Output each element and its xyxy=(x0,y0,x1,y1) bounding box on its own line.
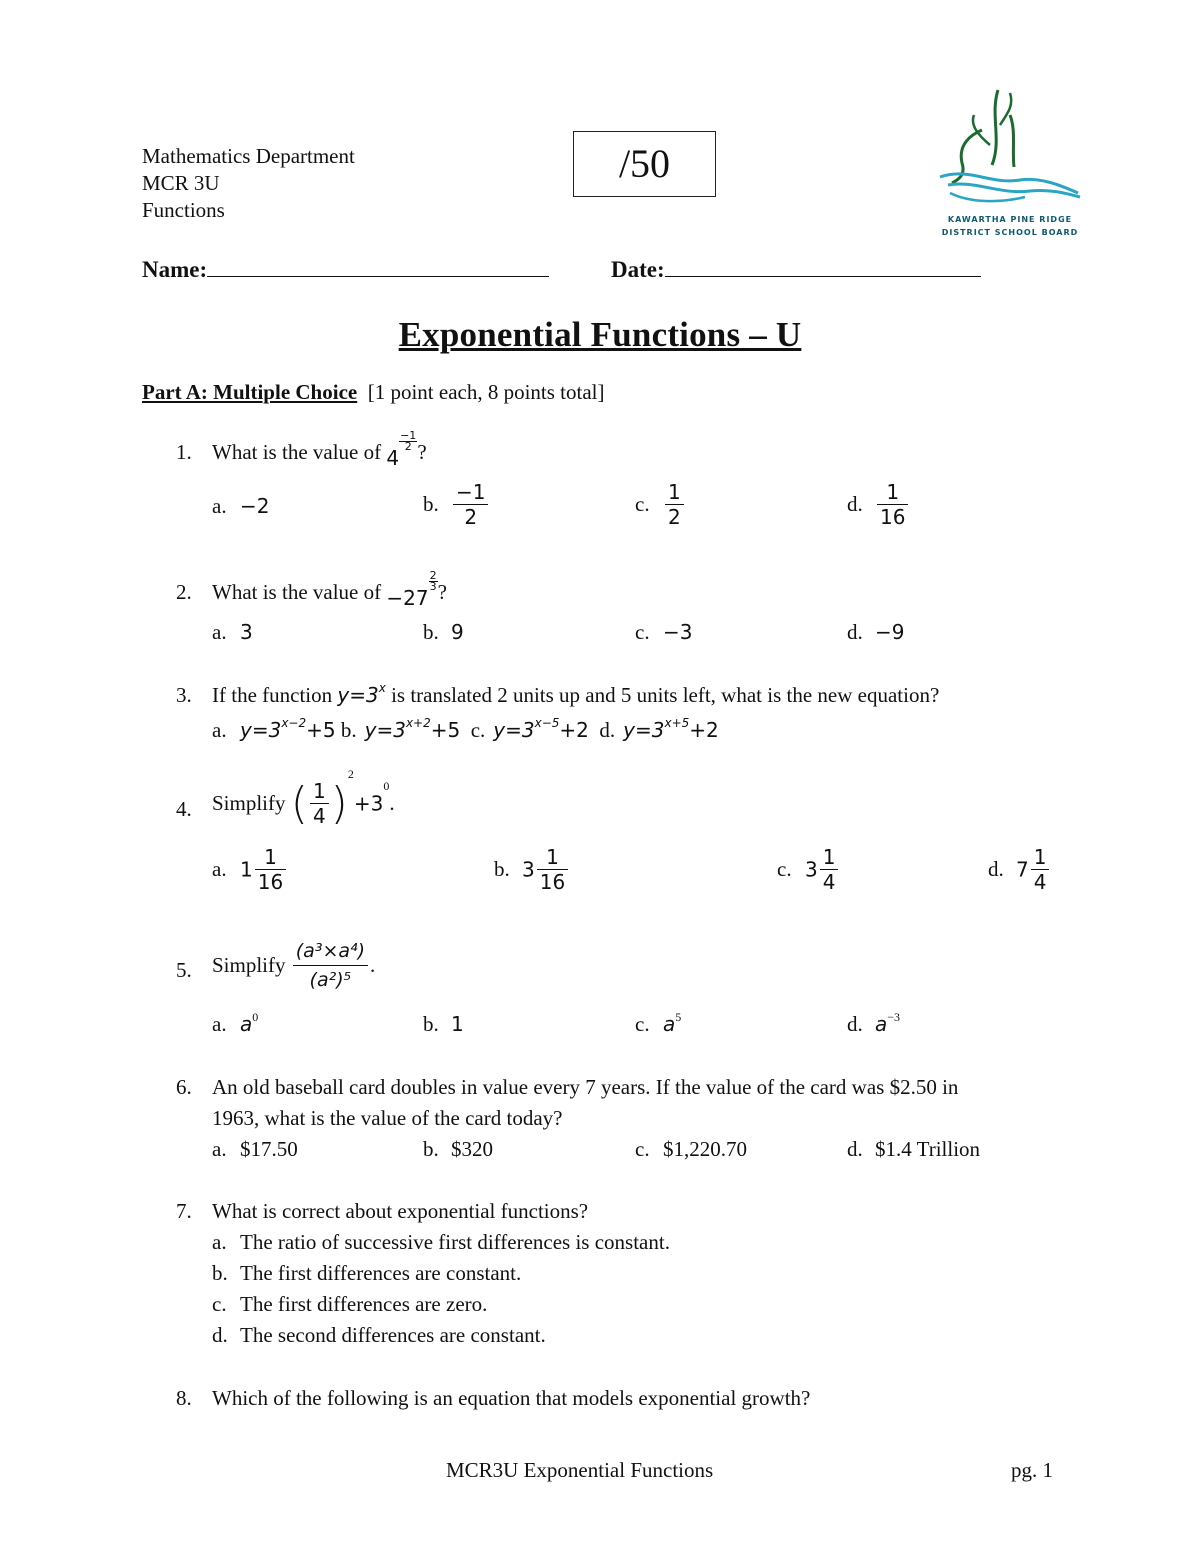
q2-option-d[interactable]: d. −9 xyxy=(847,620,905,644)
q6-option-b[interactable]: b. $320 xyxy=(423,1137,493,1161)
date-field[interactable] xyxy=(611,254,981,283)
q2-text: What is the value of −27 $\frac{2}{3}$ ? xyxy=(212,569,447,610)
q7-option-b[interactable]: b. The first differences are constant. xyxy=(212,1261,522,1285)
q6-text-line2: 1963, what is the value of the card today? xyxy=(212,1106,563,1130)
q5-option-a[interactable]: a. $a^0$ xyxy=(212,1010,259,1036)
q6-option-d[interactable]: d. $1.4 Trillion xyxy=(847,1137,981,1161)
q5-text: Simplify $\frac{\text{(a³×a⁴)}}{\text{(a²)⁵}}$ . xyxy=(212,937,375,994)
q1-option-b[interactable]: b. $\frac{-1}{2}$ xyxy=(423,480,490,529)
q6-option-c[interactable]: c. $1,220.70 xyxy=(635,1137,747,1161)
q2-option-b[interactable]: b. 9 xyxy=(423,620,464,644)
q5-number: 5. xyxy=(176,958,192,982)
page-number: pg. 1 xyxy=(1011,1458,1053,1482)
footer-title: MCR3U Exponential Functions xyxy=(446,1458,714,1482)
q1-number: 1. xyxy=(176,440,192,464)
course-code: MCR 3U xyxy=(142,171,220,195)
score-box xyxy=(573,131,716,197)
q1-option-a[interactable]: a. −2 xyxy=(212,494,270,518)
q6-option-a[interactable]: a. $17.50 xyxy=(212,1137,298,1161)
q1-option-d[interactable]: d. $\frac{1}{16}$ xyxy=(847,480,910,529)
q6-number: 6. xyxy=(176,1075,192,1099)
date-label: Date: xyxy=(611,257,665,282)
q1-text: What is the value of 4 $\frac{-1}{2}$ ? xyxy=(212,429,427,470)
q7-option-c[interactable]: c. The first differences are zero. xyxy=(212,1292,488,1316)
q4-option-b[interactable]: b. 3 $\frac{1}{16}$ xyxy=(494,845,570,894)
q7-option-d[interactable]: d. The second differences are constant. xyxy=(212,1323,546,1347)
department-label: Mathematics Department xyxy=(142,144,355,168)
q4-option-d[interactable]: d. 7 $\frac{1}{4}$ xyxy=(988,845,1051,894)
part-a-label: Part A: Multiple Choice xyxy=(142,380,358,404)
name-line[interactable] xyxy=(207,254,549,277)
q7-text: What is correct about exponential functions? xyxy=(212,1199,589,1223)
q3-options-row xyxy=(212,718,719,743)
logo-text-2: DISTRICT SCHOOL BOARD xyxy=(941,228,1079,235)
school-board-logo xyxy=(930,85,1090,235)
name-field[interactable] xyxy=(142,254,549,283)
q5-option-d[interactable]: d. $a^{-3}$ xyxy=(847,1010,901,1036)
q5-option-c[interactable]: c. $a^5$ xyxy=(635,1010,682,1036)
q3-option-c[interactable]: c. $y=3^{x-5}+2$ xyxy=(470,716,589,742)
part-a-heading xyxy=(142,380,605,405)
q2-option-a[interactable]: a. 3 xyxy=(212,620,253,644)
q8-text: Which of the following is an equation that models exponential growth? xyxy=(212,1386,811,1410)
q5-option-b[interactable]: b. 1 xyxy=(423,1012,464,1036)
q7-number: 7. xyxy=(176,1199,192,1223)
q2-option-c[interactable]: c. −3 xyxy=(635,620,693,644)
q8-number: 8. xyxy=(176,1386,192,1410)
q4-option-c[interactable]: c. 3 $\frac{1}{4}$ xyxy=(777,845,840,894)
name-label: Name: xyxy=(142,257,208,282)
q2-number: 2. xyxy=(176,580,192,604)
date-line[interactable] xyxy=(665,254,981,277)
q3-number: 3. xyxy=(176,683,192,707)
q3-option-b[interactable]: b. $y=3^{x+2}+5$ xyxy=(340,716,461,742)
q4-option-a[interactable]: a. 1 $\frac{1}{16}$ xyxy=(212,845,288,894)
q4-number: 4. xyxy=(176,797,192,821)
q3-option-d[interactable]: d. $y=3^{x+5}+2$ xyxy=(599,716,719,742)
q3-option-a[interactable]: a. $y=3^{x-2}+5$ xyxy=(212,716,336,742)
q3-text: If the function $y=3^x$ is translated 2 units up and 5 units left, what is the new equation? xyxy=(212,681,940,707)
page-title: Exponential Functions – U xyxy=(398,315,802,354)
q1-option-c[interactable]: c. $\frac{1}{2}$ xyxy=(635,480,686,529)
q6-text-line1: An old baseball card doubles in value every 7 years. If the value of the card was $2.50 in xyxy=(212,1075,959,1099)
part-a-points: [1 point each, 8 points total] xyxy=(367,380,605,404)
logo-text-1: KAWARTHA PINE RIDGE xyxy=(947,215,1073,224)
q7-option-a[interactable]: a. The ratio of successive first differences is constant. xyxy=(212,1230,670,1254)
tree-water-logo-icon xyxy=(930,85,1090,235)
q4-text: Simplify ( $\frac{1}{4}$ )$^2+3^0$. xyxy=(212,767,395,829)
score-total: /50 xyxy=(618,141,671,186)
subject-label: Functions xyxy=(142,198,225,222)
